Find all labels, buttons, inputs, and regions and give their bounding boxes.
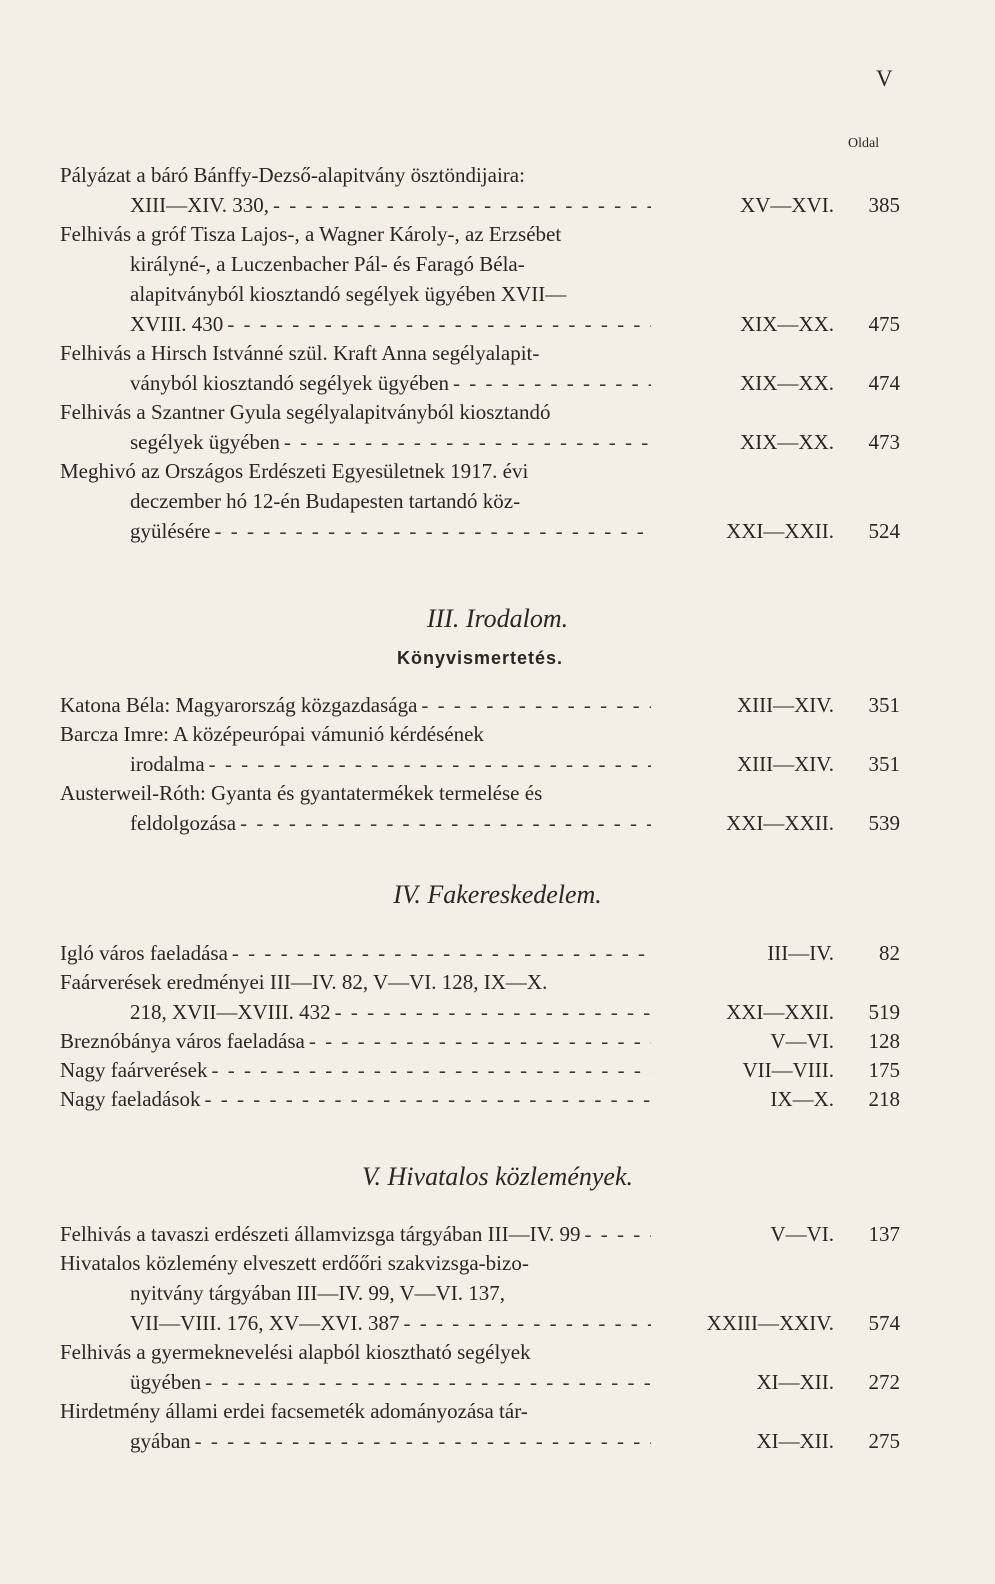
entry-text-column: [60, 938, 655, 968]
dot-leader: [453, 368, 651, 398]
section-title: III. Irodalom.: [426, 604, 569, 633]
dot-leader: [212, 1055, 652, 1085]
toc-entry: [60, 1084, 900, 1114]
dot-leader: [209, 749, 651, 779]
entry-last-line: [60, 1084, 900, 1114]
entry-last-line: [60, 427, 900, 457]
entry-last-line: [60, 309, 900, 339]
entry-text: irodalma: [130, 752, 205, 776]
page-reference: 272: [868, 1370, 900, 1394]
toc-entry: [60, 690, 900, 720]
toc-entry: [60, 778, 900, 838]
entry-text-column: [130, 749, 655, 779]
issue-number: XV—XVI.: [740, 193, 834, 217]
dot-leader: [309, 1026, 651, 1056]
toc-entry: [60, 1337, 900, 1397]
toc-entry: [60, 938, 900, 968]
dot-leader: [205, 1084, 651, 1114]
dot-leader: [335, 997, 651, 1027]
entry-last-line: [60, 516, 900, 546]
page-column-label: Oldal: [848, 136, 880, 151]
toc-entry: [60, 456, 900, 546]
entry-text-line: Pályázat a báró Bánffy-Dezső-alapitvány ösztöndijaira:: [60, 163, 525, 187]
page-reference: 137: [868, 1222, 900, 1246]
entry-text: Igló város faeladása: [60, 941, 228, 965]
issue-number: XXI—XXII.: [726, 1000, 834, 1024]
entry-last-line: [60, 690, 900, 720]
entry-text-column: [130, 190, 655, 220]
toc-entry: [60, 1055, 900, 1085]
entry-last-line: [60, 190, 900, 220]
entry-text-column: [60, 1084, 655, 1114]
entry-text-line: Felhivás a gróf Tisza Lajos-, a Wagner Károly-, az Erzsébet: [60, 222, 562, 246]
issue-number: V—VI.: [770, 1222, 834, 1246]
entry-text: VII—VIII. 176, XV—XVI. 387: [130, 1311, 400, 1335]
entry-text-line: alapitványból kiosztandó segélyek ügyében XVII—: [130, 282, 567, 306]
entry-text: XVIII. 430: [130, 312, 224, 336]
toc-entry: [60, 1026, 900, 1056]
entry-text-column: [130, 309, 655, 339]
entry-text-line: Hirdetmény állami erdei facsemeték adományozása tár-: [60, 1399, 528, 1423]
toc-entry: [60, 1248, 900, 1338]
page-reference: 519: [868, 1000, 900, 1024]
dot-leader: [585, 1219, 651, 1249]
entry-text-line: királyné-, a Luczenbacher Pál- és Faragó Béla-: [130, 252, 525, 276]
entry-text-line: Felhivás a Szantner Gyula segélyalapitványból kiosztandó: [60, 400, 551, 424]
entry-last-line: [60, 808, 900, 838]
entry-text-column: [60, 1026, 655, 1056]
entry-text: Katona Béla: Magyarország közgazdasága: [60, 693, 418, 717]
entry-text: ványból kiosztandó segélyek ügyében: [130, 371, 449, 395]
dot-leader: [205, 1367, 651, 1397]
dot-leader: [227, 309, 651, 339]
dot-leader: [403, 1308, 651, 1338]
issue-number: XXI—XXII.: [726, 811, 834, 835]
dot-leader: [240, 808, 651, 838]
entry-last-line: [60, 997, 900, 1027]
page-number: V: [876, 66, 893, 91]
dot-leader: [273, 190, 651, 220]
issue-number: XI—XII.: [756, 1370, 834, 1394]
page-reference: 82: [879, 941, 900, 965]
entry-text-column: [60, 1055, 655, 1085]
entry-text-column: [130, 997, 655, 1027]
entry-text-line: Meghivó az Országos Erdészeti Egyesületnek 1917. évi: [60, 459, 529, 483]
entry-text: 218, XVII—XVIII. 432: [130, 1000, 331, 1024]
entry-text-line: Faárverések eredményei III—IV. 82, V—VI. 128, IX—X.: [60, 970, 548, 994]
entry-text: gyában: [130, 1429, 191, 1453]
entry-text: feldolgozása: [130, 811, 237, 835]
issue-number: XIX—XX.: [740, 312, 834, 336]
issue-number: VII—VIII.: [742, 1058, 834, 1082]
entry-last-line: [60, 1055, 900, 1085]
issue-number: XIX—XX.: [740, 430, 834, 454]
entry-text: Nagy faeladások: [60, 1087, 201, 1111]
toc-entry: [60, 338, 900, 398]
issue-number: XIII—XIV.: [736, 693, 834, 717]
page-reference: 539: [868, 811, 900, 835]
issue-number: V—VI.: [770, 1029, 834, 1053]
entry-last-line: [60, 938, 900, 968]
entry-text: XIII—XIV. 330,: [130, 193, 270, 217]
toc-entry: [60, 1396, 900, 1456]
entry-last-line: [60, 1367, 900, 1397]
page-reference: 218: [868, 1087, 900, 1111]
entry-text: Breznóbánya város faeladása: [60, 1029, 305, 1053]
page-reference: 473: [868, 430, 900, 454]
toc-entry: [60, 719, 900, 779]
page-reference: 351: [868, 752, 900, 776]
page-reference: 175: [868, 1058, 900, 1082]
issue-number: III—IV.: [767, 941, 834, 965]
issue-number: XXIII—XXIV.: [706, 1311, 834, 1335]
section-title: IV. Fakereskedelem.: [393, 880, 602, 909]
section-title: V. Hivatalos közlemények.: [362, 1162, 633, 1191]
entry-last-line: [60, 1026, 900, 1056]
issue-number: XI—XII.: [756, 1429, 834, 1453]
entry-text-column: [130, 1426, 655, 1456]
subsection-title: Könyvismertetés.: [396, 648, 564, 668]
entry-text-line: Felhivás a Hirsch Istvánné szül. Kraft Anna segélyalapit-: [60, 341, 540, 365]
entry-text: Felhivás a tavaszi erdészeti államvizsga tárgyában III—IV. 99: [60, 1222, 581, 1246]
dot-leader: [195, 1426, 651, 1456]
entry-text: gyülésére: [130, 519, 211, 543]
entry-text: ügyében: [130, 1370, 202, 1394]
entry-text-column: [130, 516, 655, 546]
page-reference: 474: [868, 371, 900, 395]
page-reference: 275: [868, 1429, 900, 1453]
page-reference: 351: [868, 693, 900, 717]
entry-last-line: [60, 1219, 900, 1249]
issue-number: XXI—XXII.: [726, 519, 834, 543]
entry-text-line: nyitvány tárgyában III—IV. 99, V—VI. 137,: [130, 1281, 506, 1305]
entry-last-line: [60, 749, 900, 779]
page-reference: 128: [868, 1029, 900, 1053]
entry-text: segélyek ügyében: [130, 430, 280, 454]
dot-leader: [214, 516, 651, 546]
toc-entry: [60, 967, 900, 1027]
entry-last-line: [60, 1426, 900, 1456]
entry-text-column: [130, 427, 655, 457]
entry-text-column: [60, 690, 655, 720]
entry-text-column: [130, 368, 655, 398]
entry-text-column: [130, 808, 655, 838]
entry-text-line: Felhivás a gyermeknevelési alapból kiosztható segélyek: [60, 1340, 531, 1364]
dot-leader: [284, 427, 651, 457]
entry-last-line: [60, 1308, 900, 1338]
dot-leader: [232, 938, 651, 968]
entry-text-column: [60, 1219, 655, 1249]
page-reference: 385: [868, 193, 900, 217]
page-reference: 524: [868, 519, 900, 543]
entry-text-line: Hivatalos közlemény elveszett erdőőri szakvizsga-bizo-: [60, 1251, 529, 1275]
toc-entry: [60, 1219, 900, 1249]
toc-entry: [60, 397, 900, 457]
dot-leader: [421, 690, 651, 720]
page-reference: 475: [868, 312, 900, 336]
entry-text-line: Barcza Imre: A középeurópai vámunió kérdésének: [60, 722, 484, 746]
entry-text-line: Austerweil-Róth: Gyanta és gyantatermékek termelése és: [60, 781, 543, 805]
issue-number: XIX—XX.: [740, 371, 834, 395]
entry-text-column: [130, 1367, 655, 1397]
toc-entry: [60, 219, 900, 339]
toc-entry: [60, 160, 900, 220]
entry-last-line: [60, 368, 900, 398]
issue-number: IX—X.: [770, 1087, 834, 1111]
page-reference: 574: [868, 1311, 900, 1335]
entry-text-column: [130, 1308, 655, 1338]
issue-number: XIII—XIV.: [736, 752, 834, 776]
entry-text: Nagy faárverések: [60, 1058, 208, 1082]
entry-text-line: deczember hó 12-én Budapesten tartandó köz-: [130, 489, 521, 513]
